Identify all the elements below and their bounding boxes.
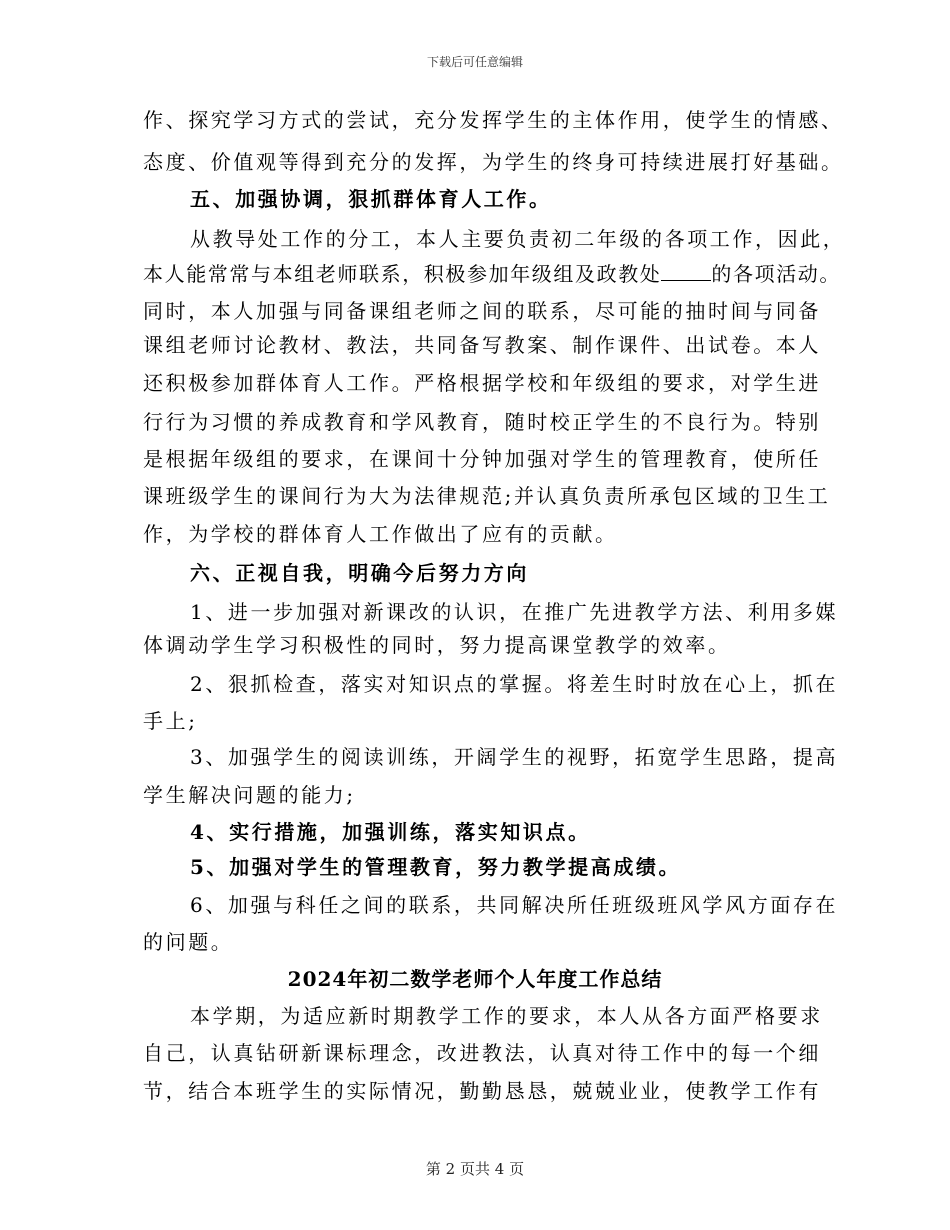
paragraph-line: 态度、价值观等得到充分的发挥，为学生的终身可持续进展打好基础。 (143, 150, 844, 174)
paragraph-line: 3、加强学生的阅读训练，开阔学生的视野，拓宽学生思路，提高 (190, 745, 839, 769)
paragraph-line: 手上; (143, 709, 198, 733)
paragraph-line: 学生解决问题的能力; (143, 783, 356, 807)
paragraph-line: 2、狠抓检查，落实对知识点的掌握。将差生时时放在心上，抓在 (190, 672, 839, 696)
list-item: 5、加强对学生的管理教育，努力教学提高成绩。 (190, 855, 682, 879)
paragraph-line: 体调动学生学习积极性的同时，努力提高课堂教学的效率。 (143, 633, 731, 657)
paragraph-line: 是根据年级组的要求，在课间十分钟加强对学生的管理教育，使所任 (143, 447, 821, 471)
paragraph-line: 6、加强与科任之间的联系，共同解决所任班级班风学风方面存在 (190, 893, 839, 917)
page-footer: 第 2 页共 4 页 (425, 1160, 525, 1178)
paragraph-line: 行行为习惯的养成教育和学风教育，随时校正学生的不良行为。特别 (143, 410, 821, 434)
paragraph-line: 从教导处工作的分工，本人主要负责初二年级的各项工作，因此， (190, 227, 846, 251)
fill-in-blank (661, 264, 711, 281)
line-text: 的各项活动。 (711, 262, 842, 286)
paragraph-line: 节，结合本班学生的实际情况，勤勤恳恳，兢兢业业，使教学工作有 (143, 1079, 821, 1103)
section-heading: 六、正视自我，明确今后努力方向 (190, 561, 529, 585)
paragraph-line: 还积极参加群体育人工作。严格根据学校和年级组的要求，对学生进 (143, 371, 821, 395)
paragraph-line: 课组老师讨论教材、教法，共同备写教案、制作课件、出试卷。本人 (143, 333, 821, 357)
paragraph-line: 作、探究学习方式的尝试，充分发挥学生的主体作用，使学生的情感、 (143, 108, 844, 132)
document-title: 2024年初二数学老师个人年度工作总结 (287, 967, 663, 991)
section-heading: 五、加强协调，狠抓群体育人工作。 (190, 187, 552, 211)
paragraph-line: 本学期，为适应新时期教学工作的要求，本人从各方面严格要求 (190, 1004, 823, 1028)
paragraph-line: 作，为学校的群体育人工作做出了应有的贡献。 (143, 522, 618, 546)
page-header: 下载后可任意编辑 (426, 55, 523, 69)
paragraph-line (143, 262, 841, 286)
paragraph-line: 课班级学生的课间行为大为法律规范;并认真负责所承包区域的卫生工 (143, 484, 831, 508)
paragraph-line: 1、进一步加强对新课改的认识，在推广先进教学方法、利用多媒 (190, 600, 839, 624)
paragraph-line: 的问题。 (143, 930, 234, 954)
list-item: 4、实行措施，加强训练，落实知识点。 (190, 820, 591, 844)
line-text: 本人能常常与本组老师联系，积极参加年级组及政教处 (143, 262, 662, 286)
paragraph-line: 同时，本人加强与同备课组老师之间的联系，尽可能的抽时间与同备 (143, 299, 821, 323)
paragraph-line: 自己，认真钻研新课标理念，改进教法，认真对待工作中的每一个细 (143, 1041, 821, 1065)
